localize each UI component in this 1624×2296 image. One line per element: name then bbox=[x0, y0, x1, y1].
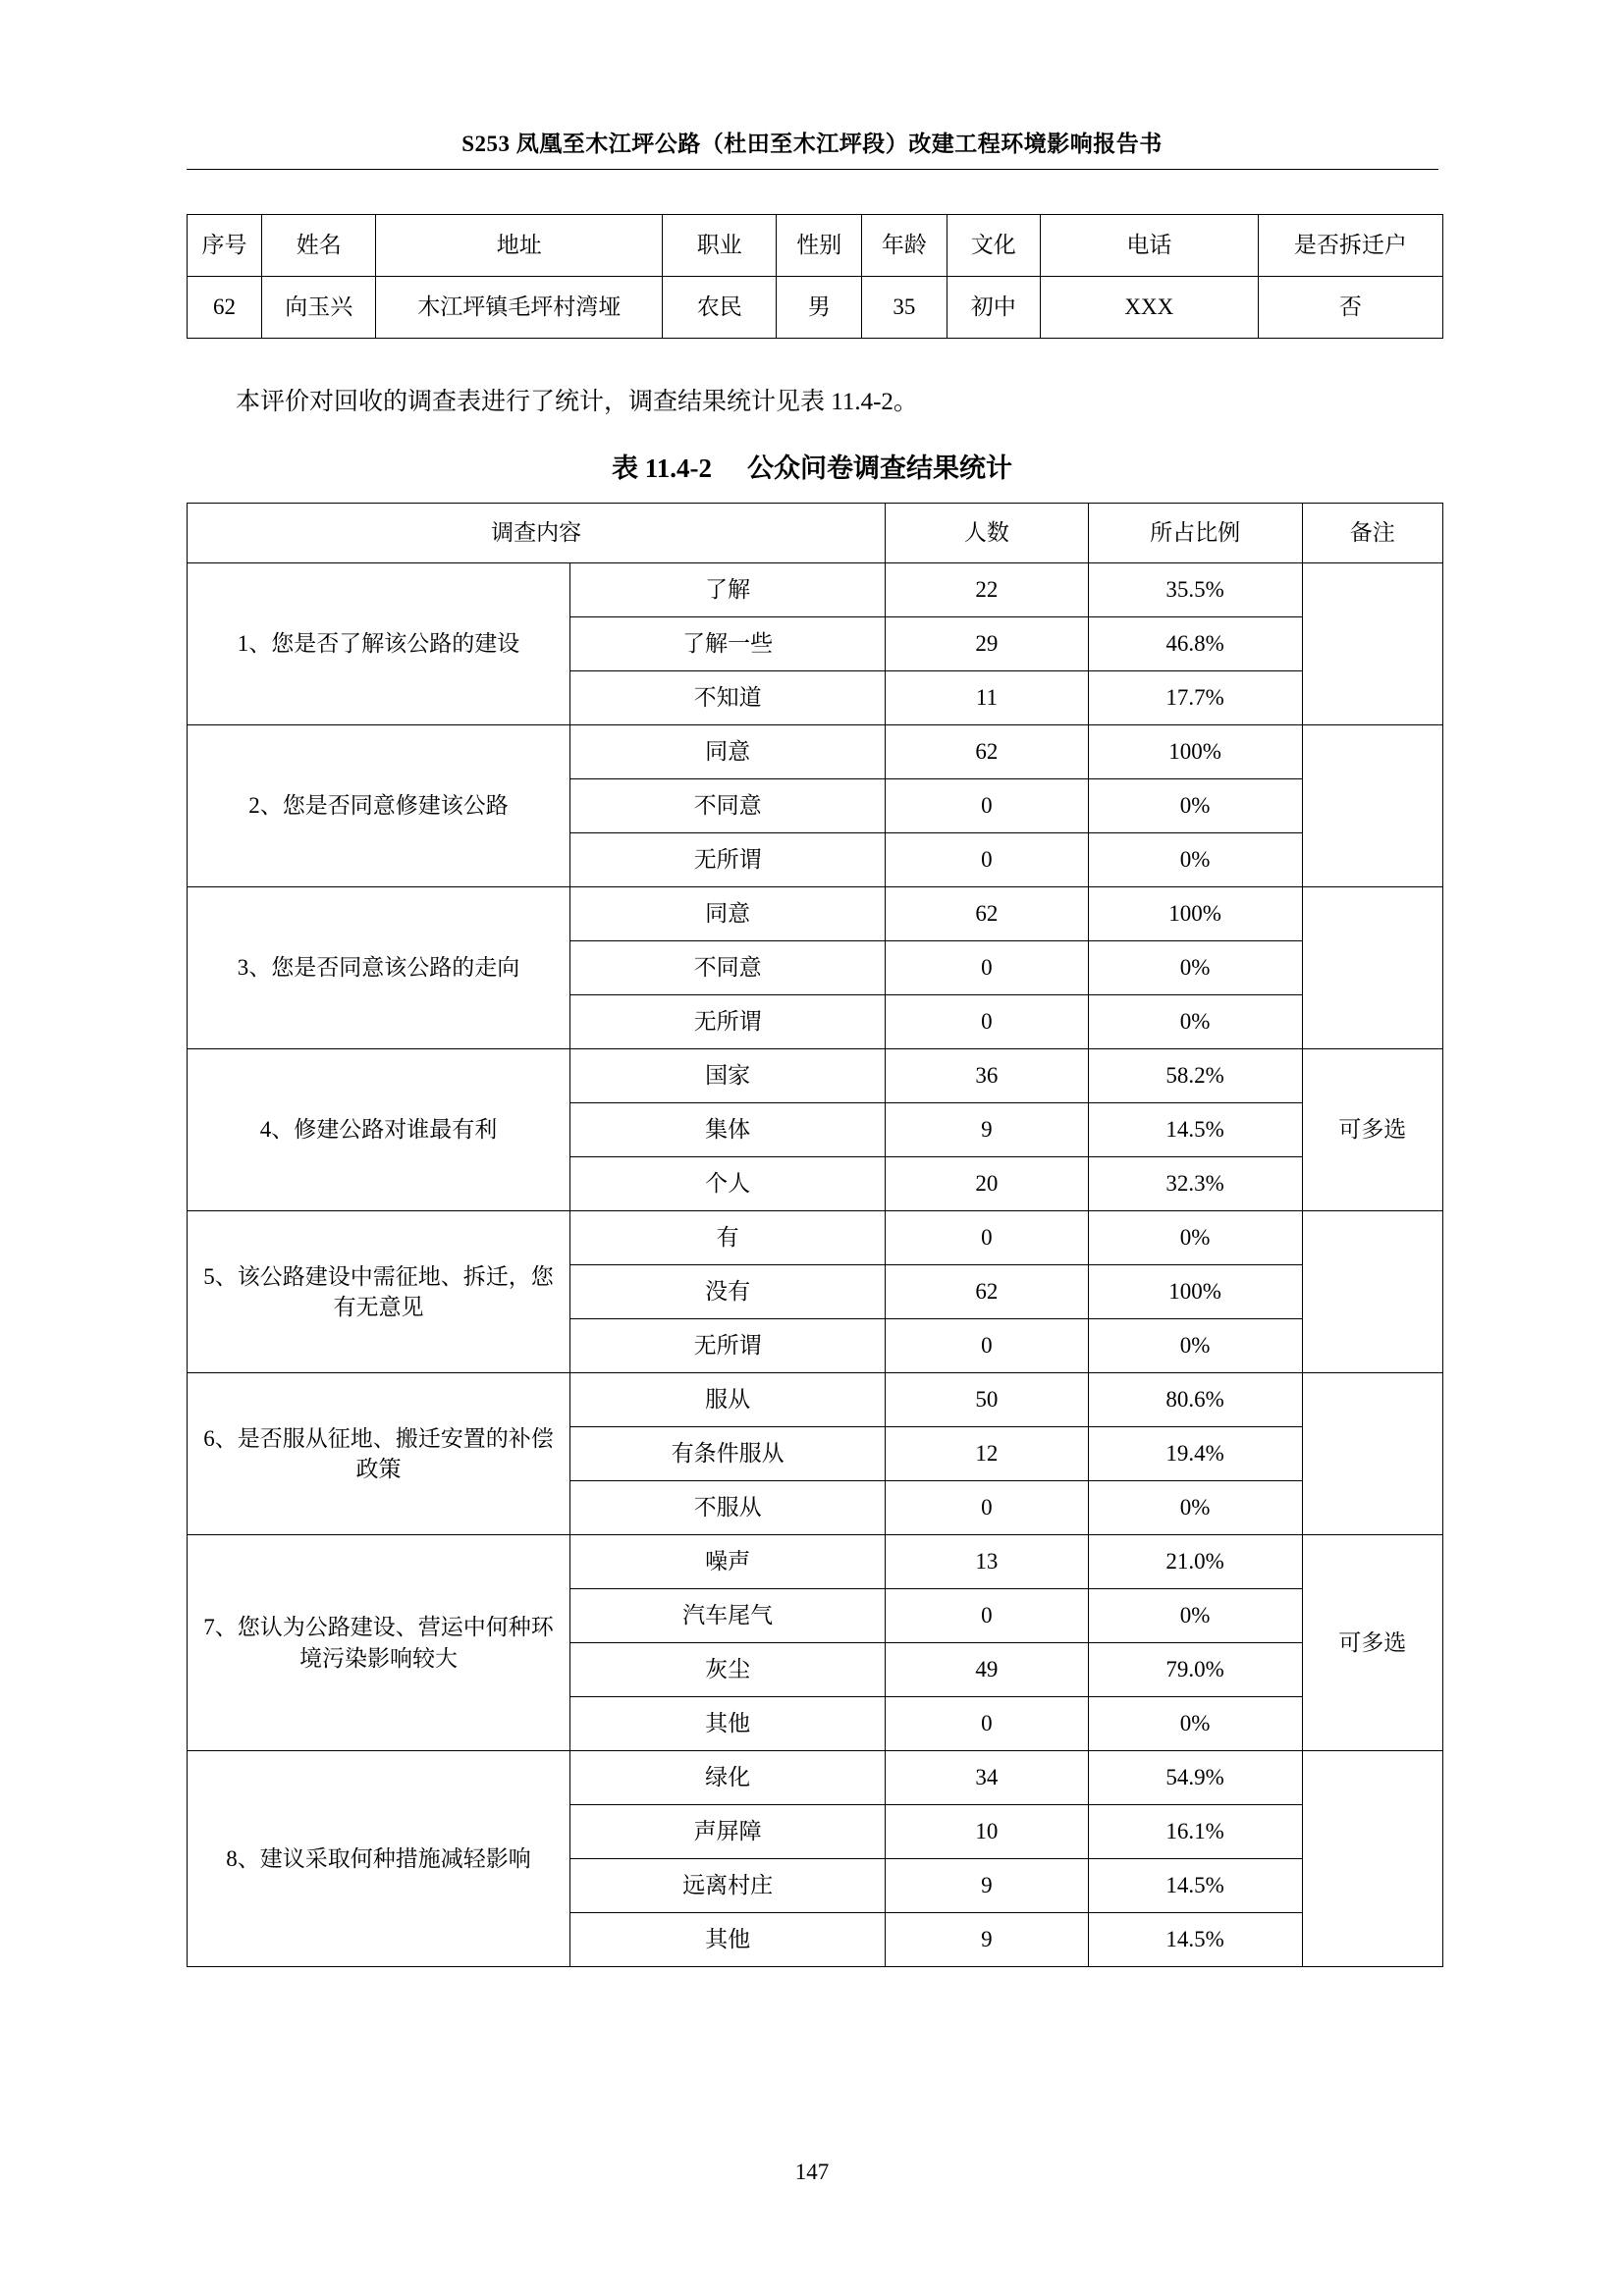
survey-option-label: 绿化 bbox=[570, 1751, 886, 1805]
table-row bbox=[188, 277, 1443, 339]
survey-option-count: 13 bbox=[886, 1535, 1088, 1589]
survey-option-percent: 0% bbox=[1088, 779, 1302, 833]
survey-option-label: 不同意 bbox=[570, 941, 886, 995]
resident-record-table bbox=[187, 214, 1443, 339]
column-header: 地址 bbox=[376, 215, 663, 277]
survey-option-percent: 54.9% bbox=[1088, 1751, 1302, 1805]
survey-option-count: 0 bbox=[886, 995, 1088, 1049]
survey-option-count: 62 bbox=[886, 1265, 1088, 1319]
survey-option-label: 同意 bbox=[570, 725, 886, 779]
survey-option-label: 不知道 bbox=[570, 671, 886, 725]
survey-option-count: 0 bbox=[886, 1319, 1088, 1373]
survey-option-count: 22 bbox=[886, 563, 1088, 617]
survey-option-percent: 19.4% bbox=[1088, 1427, 1302, 1481]
survey-option-label: 噪声 bbox=[570, 1535, 886, 1589]
survey-note: 可多选 bbox=[1302, 1535, 1442, 1751]
survey-question: 5、该公路建设中需征地、拆迁，您有无意见 bbox=[188, 1211, 570, 1373]
column-header: 是否拆迁户 bbox=[1258, 215, 1442, 277]
table-cell: 男 bbox=[777, 277, 862, 339]
table-cell: 35 bbox=[862, 277, 947, 339]
table-header-row bbox=[188, 504, 1443, 563]
table-cell: 初中 bbox=[947, 277, 1040, 339]
survey-option-percent: 100% bbox=[1088, 1265, 1302, 1319]
survey-question: 8、建议采取何种措施减轻影响 bbox=[188, 1751, 570, 1967]
survey-option-label: 不服从 bbox=[570, 1481, 886, 1535]
survey-option-label: 个人 bbox=[570, 1157, 886, 1211]
survey-option-percent: 0% bbox=[1088, 833, 1302, 887]
survey-option-count: 29 bbox=[886, 617, 1088, 671]
survey-option-percent: 80.6% bbox=[1088, 1373, 1302, 1427]
survey-option-percent: 17.7% bbox=[1088, 671, 1302, 725]
column-header: 性别 bbox=[777, 215, 862, 277]
survey-option-count: 62 bbox=[886, 887, 1088, 941]
survey-question: 6、是否服从征地、搬迁安置的补偿政策 bbox=[188, 1373, 570, 1535]
survey-option-percent: 0% bbox=[1088, 1211, 1302, 1265]
column-header: 文化 bbox=[947, 215, 1040, 277]
column-header: 电话 bbox=[1040, 215, 1258, 277]
survey-option-percent: 0% bbox=[1088, 1481, 1302, 1535]
survey-results-table bbox=[187, 503, 1443, 1967]
survey-option-label: 集体 bbox=[570, 1103, 886, 1157]
survey-option-label: 灰尘 bbox=[570, 1643, 886, 1697]
survey-option-percent: 46.8% bbox=[1088, 617, 1302, 671]
column-header: 人数 bbox=[886, 504, 1088, 563]
survey-option-percent: 14.5% bbox=[1088, 1103, 1302, 1157]
survey-option-label: 同意 bbox=[570, 887, 886, 941]
table-row bbox=[188, 887, 1443, 941]
survey-option-percent: 21.0% bbox=[1088, 1535, 1302, 1589]
survey-option-label: 无所谓 bbox=[570, 995, 886, 1049]
column-header: 姓名 bbox=[262, 215, 376, 277]
table-row bbox=[188, 1535, 1443, 1589]
column-header: 职业 bbox=[663, 215, 777, 277]
survey-note: 可多选 bbox=[1302, 1049, 1442, 1211]
survey-option-label: 有 bbox=[570, 1211, 886, 1265]
survey-question: 2、您是否同意修建该公路 bbox=[188, 725, 570, 887]
survey-option-count: 20 bbox=[886, 1157, 1088, 1211]
survey-option-count: 0 bbox=[886, 779, 1088, 833]
survey-option-percent: 100% bbox=[1088, 725, 1302, 779]
survey-question: 4、修建公路对谁最有利 bbox=[188, 1049, 570, 1211]
survey-option-count: 50 bbox=[886, 1373, 1088, 1427]
survey-option-count: 0 bbox=[886, 1481, 1088, 1535]
table-cell: 木江坪镇毛坪村湾垭 bbox=[376, 277, 663, 339]
survey-question: 3、您是否同意该公路的走向 bbox=[188, 887, 570, 1049]
column-header-content: 调查内容 bbox=[188, 504, 886, 563]
body-paragraph: 本评价对回收的调查表进行了统计，调查结果统计见表 11.4-2。 bbox=[236, 389, 918, 415]
survey-option-percent: 58.2% bbox=[1088, 1049, 1302, 1103]
survey-option-percent: 0% bbox=[1088, 995, 1302, 1049]
survey-option-label: 不同意 bbox=[570, 779, 886, 833]
survey-option-label: 其他 bbox=[570, 1697, 886, 1751]
table-cell: XXX bbox=[1040, 277, 1258, 339]
survey-option-label: 服从 bbox=[570, 1373, 886, 1427]
survey-option-percent: 79.0% bbox=[1088, 1643, 1302, 1697]
survey-option-percent: 14.5% bbox=[1088, 1913, 1302, 1967]
table-caption-number: 表 11.4-2 bbox=[611, 454, 712, 483]
resident-record-table-wrap bbox=[187, 214, 1443, 339]
survey-option-label: 有条件服从 bbox=[570, 1427, 886, 1481]
survey-option-label: 汽车尾气 bbox=[570, 1589, 886, 1643]
survey-option-percent: 0% bbox=[1088, 941, 1302, 995]
survey-note bbox=[1302, 1373, 1442, 1535]
table-cell: 否 bbox=[1258, 277, 1442, 339]
survey-option-percent: 35.5% bbox=[1088, 563, 1302, 617]
header-divider bbox=[187, 169, 1438, 170]
survey-option-percent: 32.3% bbox=[1088, 1157, 1302, 1211]
survey-option-count: 62 bbox=[886, 725, 1088, 779]
survey-question: 1、您是否了解该公路的建设 bbox=[188, 563, 570, 725]
table-row bbox=[188, 563, 1443, 617]
survey-option-count: 34 bbox=[886, 1751, 1088, 1805]
survey-option-label: 无所谓 bbox=[570, 833, 886, 887]
survey-option-count: 11 bbox=[886, 671, 1088, 725]
column-header: 备注 bbox=[1302, 504, 1442, 563]
survey-option-percent: 0% bbox=[1088, 1697, 1302, 1751]
table-row bbox=[188, 1373, 1443, 1427]
survey-option-percent: 100% bbox=[1088, 887, 1302, 941]
survey-note bbox=[1302, 725, 1442, 887]
survey-option-count: 12 bbox=[886, 1427, 1088, 1481]
survey-option-label: 国家 bbox=[570, 1049, 886, 1103]
column-header: 序号 bbox=[188, 215, 262, 277]
survey-option-percent: 0% bbox=[1088, 1589, 1302, 1643]
survey-option-count: 0 bbox=[886, 1211, 1088, 1265]
survey-option-label: 远离村庄 bbox=[570, 1859, 886, 1913]
survey-option-label: 了解 bbox=[570, 563, 886, 617]
table-row bbox=[188, 1049, 1443, 1103]
survey-question: 7、您认为公路建设、营运中何种环境污染影响较大 bbox=[188, 1535, 570, 1751]
survey-option-count: 9 bbox=[886, 1913, 1088, 1967]
page-header: S253 凤凰至木江坪公路（杜田至木江坪段）改建工程环境影响报告书 bbox=[461, 132, 1163, 156]
table-row bbox=[188, 725, 1443, 779]
table-row bbox=[188, 1751, 1443, 1805]
table-caption bbox=[0, 447, 1624, 485]
survey-option-count: 36 bbox=[886, 1049, 1088, 1103]
survey-option-count: 0 bbox=[886, 833, 1088, 887]
survey-note bbox=[1302, 1751, 1442, 1967]
table-cell: 向玉兴 bbox=[262, 277, 376, 339]
survey-option-count: 0 bbox=[886, 1697, 1088, 1751]
table-row bbox=[188, 1211, 1443, 1265]
table-cell: 农民 bbox=[663, 277, 777, 339]
survey-note bbox=[1302, 563, 1442, 725]
survey-option-count: 0 bbox=[886, 941, 1088, 995]
survey-option-count: 9 bbox=[886, 1859, 1088, 1913]
page-number: 147 bbox=[794, 2160, 830, 2184]
survey-option-percent: 0% bbox=[1088, 1319, 1302, 1373]
column-header: 年龄 bbox=[862, 215, 947, 277]
survey-results-table-wrap bbox=[187, 503, 1443, 1967]
survey-option-count: 10 bbox=[886, 1805, 1088, 1859]
survey-option-count: 9 bbox=[886, 1103, 1088, 1157]
table-header-row bbox=[188, 215, 1443, 277]
survey-note bbox=[1302, 887, 1442, 1049]
column-header: 所占比例 bbox=[1088, 504, 1302, 563]
survey-note bbox=[1302, 1211, 1442, 1373]
survey-option-label: 其他 bbox=[570, 1913, 886, 1967]
table-caption-title: 公众问卷调查结果统计 bbox=[747, 454, 1012, 483]
survey-option-count: 49 bbox=[886, 1643, 1088, 1697]
survey-option-count: 0 bbox=[886, 1589, 1088, 1643]
survey-option-label: 声屏障 bbox=[570, 1805, 886, 1859]
survey-option-label: 了解一些 bbox=[570, 617, 886, 671]
survey-option-label: 没有 bbox=[570, 1265, 886, 1319]
survey-option-percent: 16.1% bbox=[1088, 1805, 1302, 1859]
table-cell: 62 bbox=[188, 277, 262, 339]
survey-option-percent: 14.5% bbox=[1088, 1859, 1302, 1913]
survey-option-label: 无所谓 bbox=[570, 1319, 886, 1373]
